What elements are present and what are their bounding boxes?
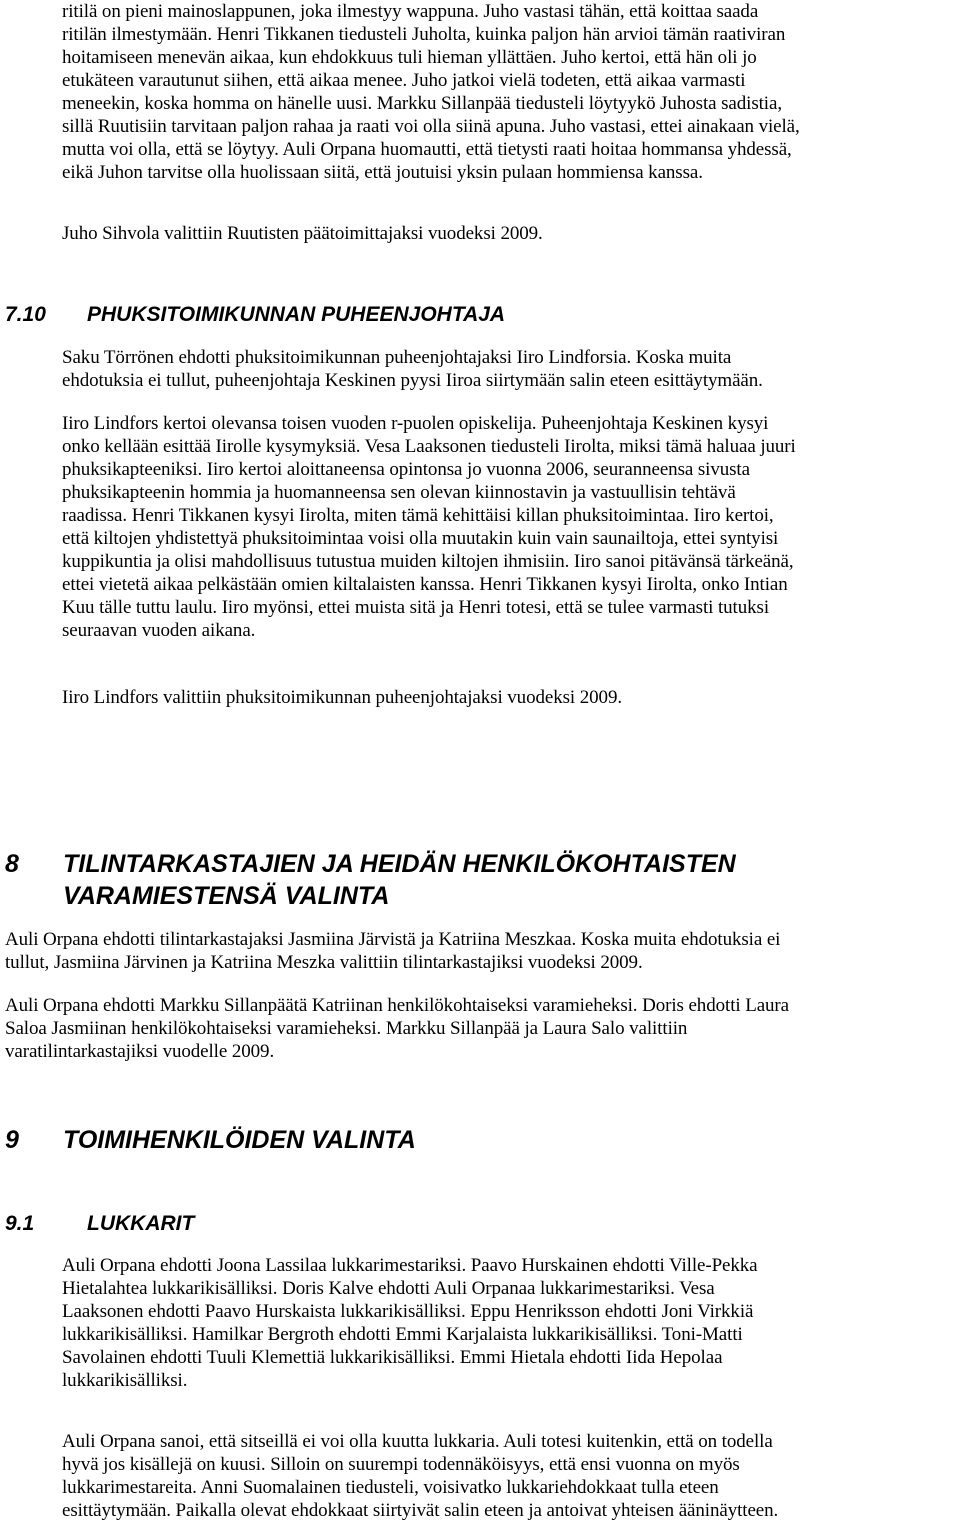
section-title: TOIMIHENKILÖIDEN VALINTA <box>63 1126 416 1154</box>
text-line: Auli Orpana ehdotti Markku Sillanpäätä Katriinan henkilökohtaiseksi varamieheksi. Doris ehdotti Laura <box>5 995 789 1016</box>
section-heading-8 <box>5 848 736 912</box>
paragraph-9-1-discussion <box>62 1430 952 1522</box>
text-line: Auli Orpana ehdotti tilintarkastajaksi Jasmiina Järvistä ja Katriina Meszkaa. Koska muita ehdotuksia ei <box>5 929 781 950</box>
section-title-continued: VARAMIESTENSÄ VALINTA <box>63 882 390 910</box>
text-line: meneekin, koska homma on hänelle uusi. Markku Sillanpää tiedusteli löytyykö Juhosta sadistia, <box>62 93 782 114</box>
text-line: eikä Juhon tarvitse olla huolissaan siitä, että joutuisi yksin pulaan hommiensa kanssa. <box>62 162 703 183</box>
text-line: Auli Orpana ehdotti Joona Lassilaa lukkarimestariksi. Paavo Hurskainen ehdotti Ville-Pekka <box>62 1255 758 1276</box>
section-title: LUKKARIT <box>87 1212 195 1235</box>
text-line: Auli Orpana sanoi, että sitseillä ei voi olla kuutta lukkaria. Auli totesi kuitenkin, että on todella <box>62 1431 773 1452</box>
section-heading-9 <box>5 1124 416 1156</box>
paragraph-8-deputies <box>5 994 955 1063</box>
section-number: 9 <box>5 1126 19 1154</box>
paragraph-ruutiset-result <box>62 222 952 245</box>
text-line: phuksikapteenin hommia ja huomanneensa sen olevan kiinnostavin ja vastuullisin tehtävä <box>62 482 736 503</box>
text-line: varatilintarkastajiksi vuodelle 2009. <box>5 1041 275 1062</box>
text-line: esittäytymään. Paikalla olevat ehdokkaat siirtyivät salin eteen ja antoivat yhteisen ääninäytteen. <box>62 1500 779 1521</box>
text-line: Iiro Lindfors kertoi olevansa toisen vuoden r-puolen opiskelija. Puheenjohtaja Keskinen kysyi <box>62 413 769 434</box>
text-line: Hietalahtea lukkarikisälliksi. Doris Kalve ehdotti Auli Orpanaa lukkarimestariksi. Vesa <box>62 1278 715 1299</box>
text-line: Laaksonen ehdotti Paavo Hurskaista lukkarikisälliksi. Eppu Henriksson ehdotti Joni Virkkiä <box>62 1301 754 1322</box>
section-title: PHUKSITOIMIKUNNAN PUHEENJOHTAJA <box>87 303 506 326</box>
text-line: että kiltojen yhdistettyä phuksitoimintaa voisi olla muutakin kuin vain saunailtoja, ettei syntyisi <box>62 528 779 549</box>
text-line: Savolainen ehdotti Tuuli Klemettiä lukkarikisälliksi. Emmi Hietala ehdotti Iida Hepolaa <box>62 1347 723 1368</box>
text-line: Saku Törrönen ehdotti phuksitoimikunnan puheenjohtajaksi Iiro Lindforsia. Koska muita <box>62 347 732 368</box>
paragraph-8-auditors <box>5 928 955 974</box>
section-number: 9.1 <box>5 1212 35 1235</box>
text-line: lukkarikisälliksi. Hamilkar Bergroth ehdotti Emmi Karjalaista lukkarikisälliksi. Toni-Matti <box>62 1324 743 1345</box>
paragraph-9-1-nominations <box>62 1254 952 1392</box>
text-line: mutta voi olla, että se löytyy. Auli Orpana huomautti, että tietysti raati hoitaa hommansa yhdessä, <box>62 139 792 160</box>
section-number: 7.10 <box>5 303 46 326</box>
text-line: ettei vietetä aikaa pelkästään omien kiltalaisten kanssa. Henri Tikkanen kysyi Iirolta, onko Intian <box>62 574 788 595</box>
text-line: ehdotuksia ei tullut, puheenjohtaja Keskinen pyysi Iiroa siirtymään salin eteen esittäytymään. <box>62 370 763 391</box>
text-line: ritilä on pieni mainoslappunen, joka ilmestyy wappuna. Juho vastasi tähän, että koittaa saada <box>62 1 759 22</box>
text-line: sillä Ruutisiin tarvitaan paljon rahaa ja raati voi olla siinä apuna. Juho vastasi, ettei ainakaan vielä, <box>62 116 800 137</box>
section-number: 8 <box>5 850 19 878</box>
text-line: seuraavan vuoden aikana. <box>62 620 256 641</box>
section-heading-7-10 <box>5 302 505 328</box>
text-line: phuksikapteeniksi. Iiro kertoi aloittaneensa opintonsa jo vuonna 2006, seuranneensa sivusta <box>62 459 750 480</box>
text-line: Saloa Jasmiinan henkilökohtaiseksi varamieheksi. Markku Sillanpää ja Laura Salo valittiin <box>5 1018 688 1039</box>
paragraph-7-10-nomination <box>62 346 952 392</box>
text-line: hoitamiseen menevän aikaa, kun ehdokkuus tuli hieman yllättäen. Juho kertoi, että hän oli jo <box>62 47 757 68</box>
text-line: hyvä jos kisällejä on kuusi. Silloin on suurempi todennäköisyys, että ensi vuonna on myös <box>62 1454 740 1475</box>
text-line: Kuu tälle tuttu laulu. Iiro myönsi, ettei muista sitä ja Henri totesi, että se tulee varmasti tutuksi <box>62 597 770 618</box>
text-line: etukäteen varautunut siihen, että aikaa menee. Juho jatkoi vielä todeten, että aikaa varmasti <box>62 70 746 91</box>
text-line: onko kellään esittää Iirolle kysymyksiä. Vesa Laaksonen tiedusteli Iirolta, miksi tämä haluaa juuri <box>62 436 796 457</box>
text-line: Juho Sihvola valittiin Ruutisten päätoimittajaksi vuodeksi 2009. <box>62 223 543 244</box>
text-line: lukkarikisälliksi. <box>62 1370 188 1391</box>
text-line: tullut, Jasmiina Järvinen ja Katriina Meszka valittiin tilintarkastajiksi vuodeksi 2009. <box>5 952 643 973</box>
paragraph-ruutiset-discussion <box>62 0 952 184</box>
text-line: ritilän ilmestymään. Henri Tikkanen tiedusteli Juholta, kuinka paljon hän arvioi tämän raativiran <box>62 24 786 45</box>
text-line: Iiro Lindfors valittiin phuksitoimikunnan puheenjohtajaksi vuodeksi 2009. <box>62 687 622 708</box>
paragraph-7-10-questions <box>62 412 952 642</box>
section-heading-9-1 <box>5 1211 194 1237</box>
paragraph-7-10-result <box>62 686 952 709</box>
text-line: raadissa. Henri Tikkanen kysyi Iirolta, miten tämä kehittäisi killan phuksitoimintaa. Iiro kertoi, <box>62 505 774 526</box>
text-line: kuppikuntia ja olisi mahdollisuus tutustua muiden kiltojen ihmisiin. Iiro sanoi pitävänsä tärkeänä, <box>62 551 794 572</box>
section-title: TILINTARKASTAJIEN JA HEIDÄN HENKILÖKOHTAISTEN <box>63 850 736 878</box>
text-line: lukkarimestareita. Anni Suomalainen tiedusteli, voisivatko lukkariehdokkaat tulla eteen <box>62 1477 719 1498</box>
